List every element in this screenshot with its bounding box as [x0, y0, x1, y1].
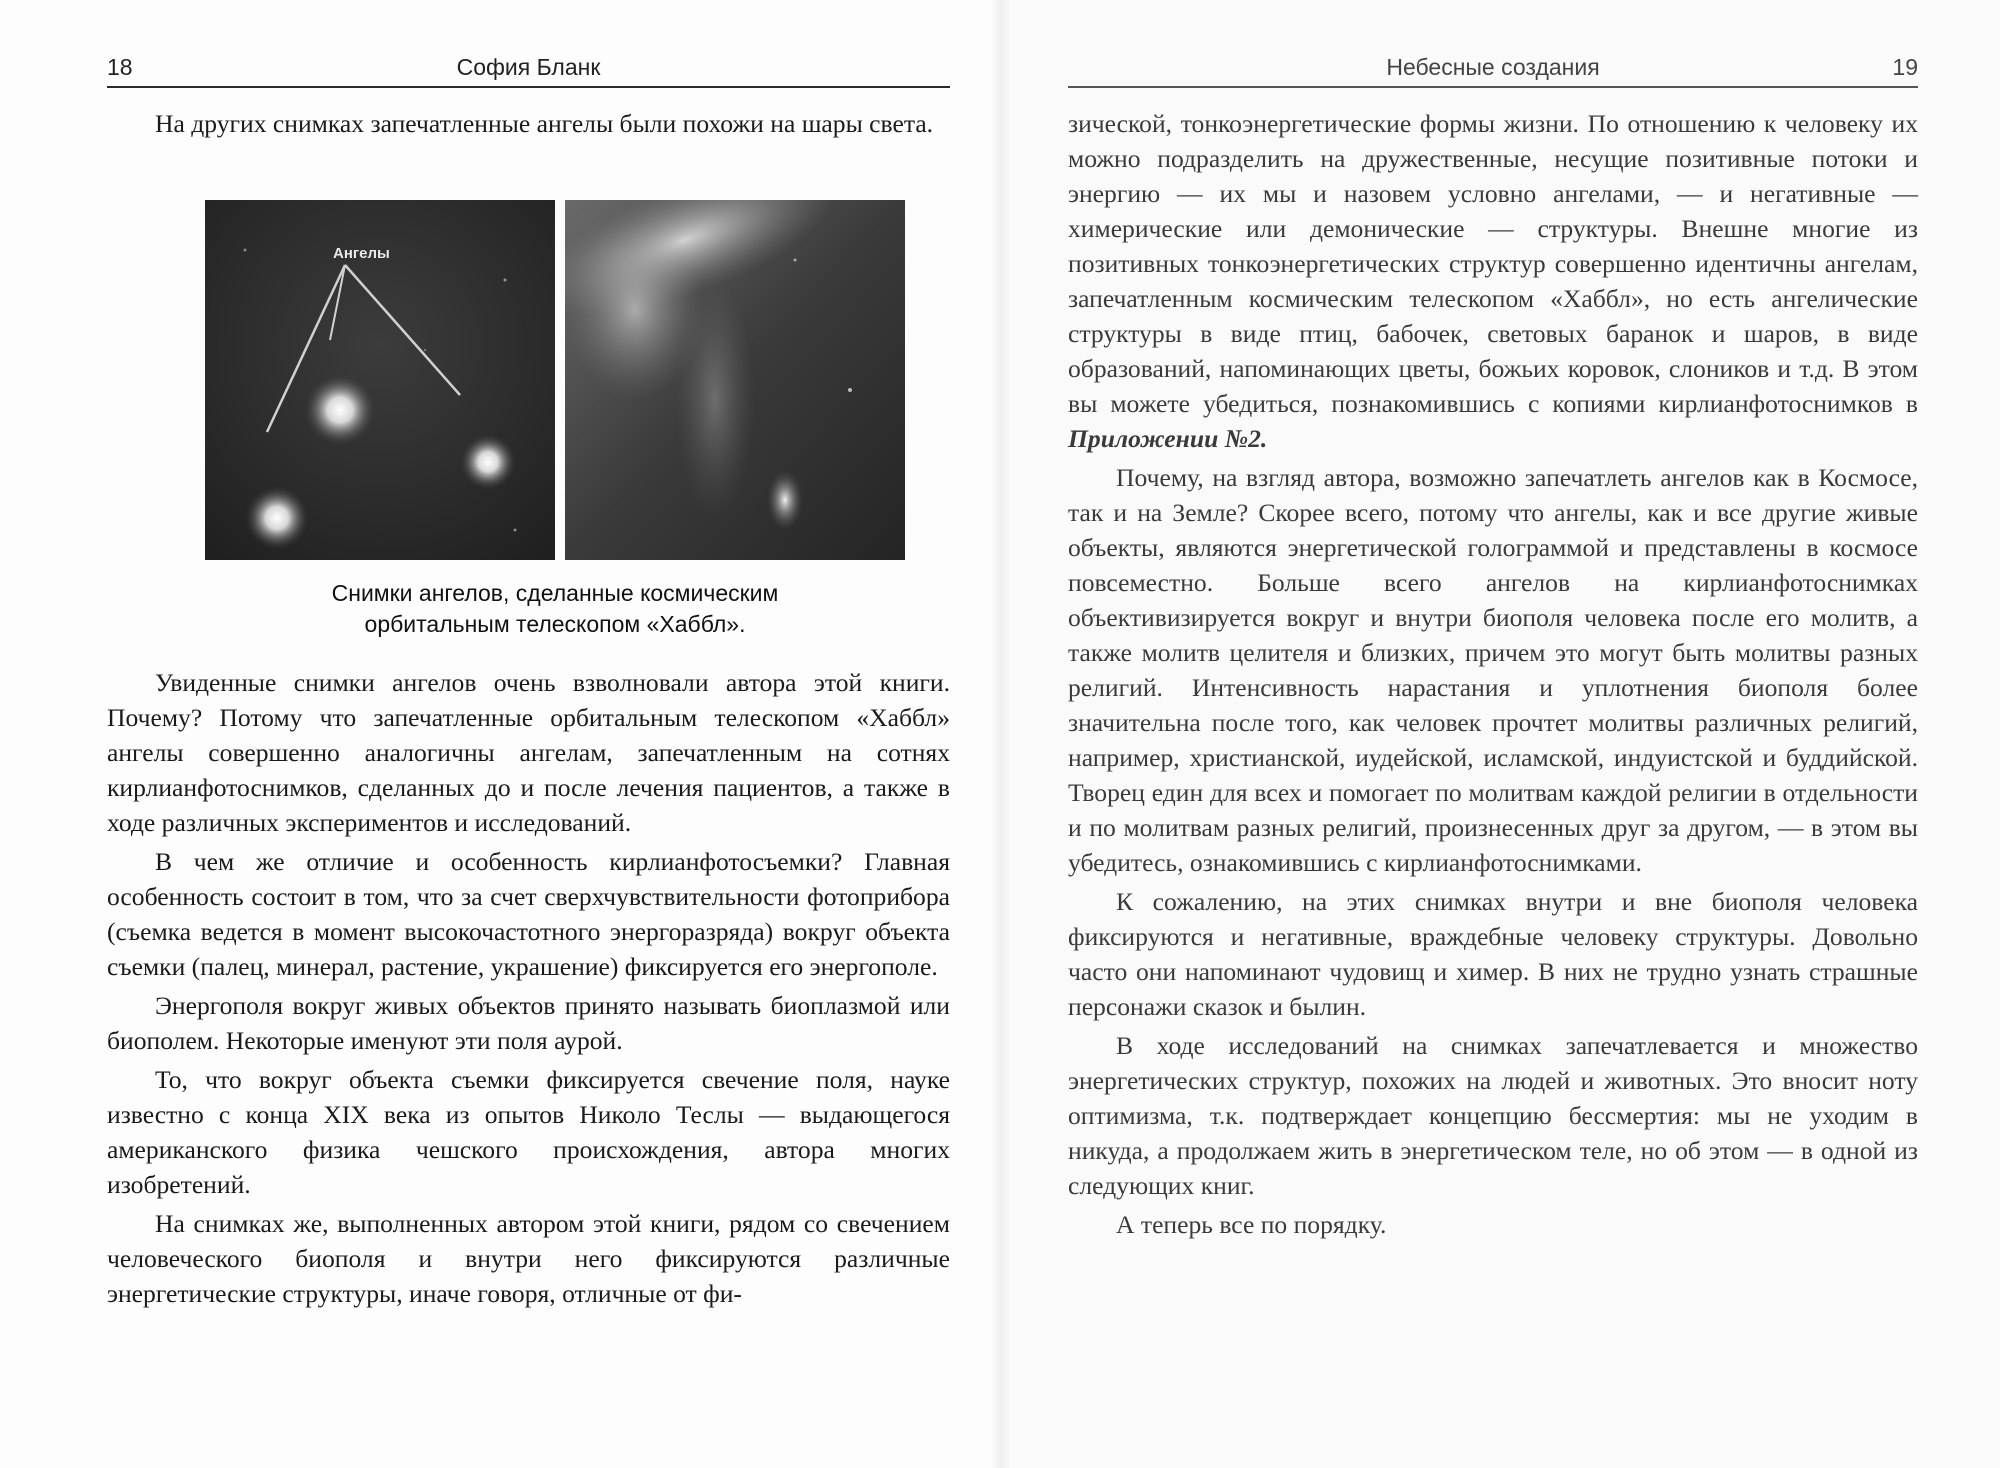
right-body-text — [1068, 106, 1918, 1242]
left-paragraph-3: Энергополя вокруг живых объектов принято называть биоплазмой или биополем. Некоторые именуют эти поля аурой. — [107, 991, 950, 1055]
left-paragraph-1: Увиденные снимки ангелов очень взволновали автора этой книги. Почему? Потому что запечатленные орбитальным телескопом «Хаббл» ангелы совершенно аналогичны ангелам, запечатленным на сотнях кирлианфотоснимков, сделанных до и после лечения пациентов, а также в ходе различных экспериментов и исследований. — [107, 668, 950, 837]
right-page-header — [1068, 52, 1918, 88]
nebula-image — [565, 200, 905, 560]
caption-line-1: Снимки ангелов, сделанные космическим — [331, 580, 779, 606]
right-paragraph-5: А теперь все по порядку. — [1116, 1210, 1387, 1239]
left-body-text — [107, 665, 950, 1311]
left-page-header — [107, 52, 950, 88]
hubble-photo-angels-right — [565, 200, 905, 560]
intro-paragraph: На других снимках запечатленные ангелы были похожи на шары света. — [155, 109, 934, 138]
right-paragraph-4: В ходе исследований на снимках запечатлевается и множество энергетических структур, похожих на людей и животных. Это вносит ноту оптимизма, т.к. подтверждает концепцию бессмертия: мы не уходим в никуда, а продолжаем жить в энергетическом теле, но об этом — в одной из следующих книг. — [1068, 1031, 1918, 1200]
book-gutter — [990, 0, 1010, 1468]
right-paragraph-2: Почему, на взгляд автора, возможно запечатлеть ангелов как в Космосе, так и на Земле? Скорее всего, потому что ангелы, как и все другие живые объекты, являются энергетической голограммой и представлены в космосе повсеместно. Больше всего ангелов на кирлианфотоснимках объективизируется вокруг и внутри биополя человека после его молитв, а также молитв целителя и близких, причем это могут быть молитвы разных религий. Интенсивность нарастания и уплотнения биополя более значительна после того, как человек прочтет молитвы различных религий, например, христианской, иудейской, исламской, индуистской и буддийской. Творец един для всех и помогает по молитвам каждой религии в отдельности и по молитвам разных религий, произнесенных друг за другом, — в этом вы убедитесь, ознакомившись с кирлианфотоснимками. — [1068, 463, 1918, 877]
right-page-number: 19 — [1892, 54, 1918, 80]
left-paragraph-5: На снимках же, выполненных автором этой книги, рядом со свечением человеческого биополя и внутри него фиксируются различные энергетические структуры, иначе говоря, отличные от фи- — [107, 1209, 950, 1308]
left-page-number: 18 — [107, 54, 133, 80]
figure-caption — [205, 578, 905, 640]
left-paragraph-2: В чем же отличие и особенность кирлианфотосъемки? Главная особенность состоит в том, что за счет сверхчувствительности фотоприбора (съемка ведется в момент высокочастотного энергоразряда) вокруг объекта съемки (палец, минерал, растение, украшение) фиксируется его энергополе. — [107, 847, 950, 981]
right-running-title: Небесные создания — [1386, 54, 1600, 80]
appendix-reference: Приложении №2. — [1068, 424, 1268, 453]
left-intro-text — [107, 106, 950, 141]
hubble-photo-angels-left — [205, 200, 555, 560]
right-paragraph-1-text: зической, тонкоэнергетические формы жизни. По отношению к человеку их можно подразделить на дружественные, несущие позитивные потоки и энергию — их мы и назовем условно ангелами, — и негативные — химерические или демонические — структуры. Внешне многие из позитивных тонкоэнергетических структур совершенно идентичны ангелам, запечатленным космическим телескопом «Хаббл», но есть ангелические структуры в виде птиц, бабочек, световых баранок и шаров, в виде образований, напоминающих цветы, божьих коровок, слоников и т.д. В этом вы можете убедиться, познакомившись с копиями кирлианфотоснимков в — [1068, 109, 1918, 418]
left-paragraph-4: То, что вокруг объекта съемки фиксируется свечение поля, науке известно с конца XIX века из опытов Николо Теслы — выдающегося американского физика чешского происхождения, автора многих изобретений. — [107, 1065, 950, 1199]
right-paragraph-1 — [1068, 106, 1918, 456]
right-paragraph-3: К сожалению, на этих снимках внутри и вне биополя человека фиксируются и негативные, враждебные человеку структуры. Довольно часто они напоминают чудовищ и химер. В них не трудно узнать страшные персонажи сказок и былин. — [1068, 887, 1918, 1021]
angels-label: Ангелы — [333, 245, 390, 262]
left-running-title: София Бланк — [456, 54, 601, 80]
caption-line-2: орбитальным телескопом «Хаббл». — [364, 611, 746, 637]
